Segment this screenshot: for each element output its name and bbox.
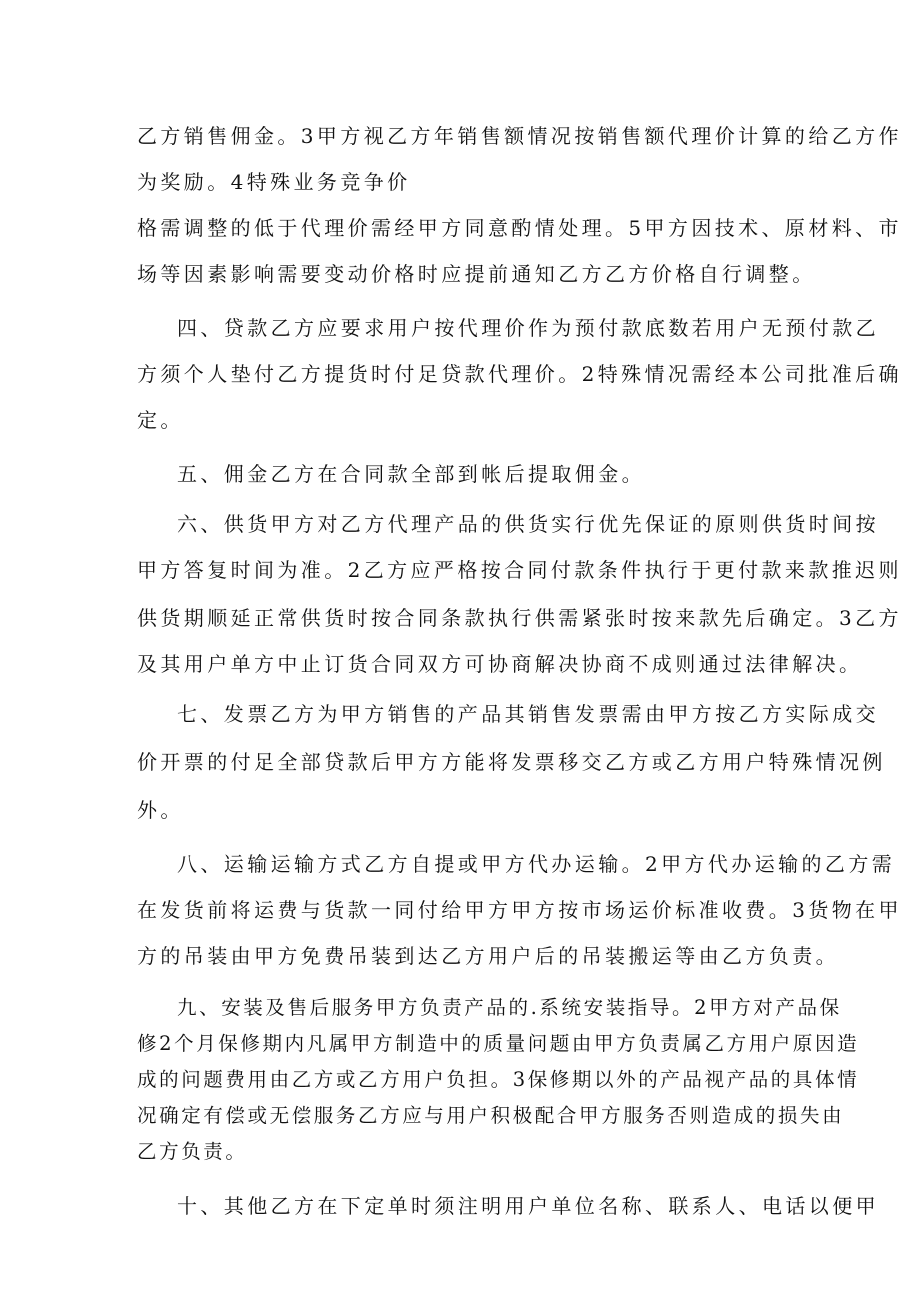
paragraph-heading-10: 十、其他乙方在下定单时须注明用户单位名称、联系人、电话以便甲 xyxy=(177,1194,879,1218)
text-line: 供货期顺延正常供货时按合同条款执行供需紧张时按来款先后确定。3乙方 xyxy=(137,606,902,630)
text-line: 在发货前将运费与货款一同付给甲方甲方按市场运价标准收费。3货物在甲 xyxy=(137,898,902,922)
text-line: 定。 xyxy=(137,408,184,432)
text-line: 价开票的付足全部贷款后甲方方能将发票移交乙方或乙方用户特殊情况例 xyxy=(137,750,886,774)
text-line: 方须个人垫付乙方提货时付足贷款代理价。2特殊情况需经本公司批准后确 xyxy=(137,362,902,386)
text-line: 及其用户单方中止订货合同双方可协商解决协商不成则通过法律解决。 xyxy=(137,652,863,676)
text-line: 乙方销售佣金。3甲方视乙方年销售额情况按销售额代理价计算的给乙方作 xyxy=(137,124,902,148)
paragraph-heading-9: 九、安装及售后服务甲方负责产品的.系统安装指导。2甲方对产品保 xyxy=(177,996,842,1019)
text-line: 乙方负责。 xyxy=(137,1140,248,1163)
paragraph-heading-7: 七、发票乙方为甲方销售的产品其销售发票需由甲方按乙方实际成交 xyxy=(177,702,879,726)
text-line: 为奖励。4特殊业务竞争价 xyxy=(137,170,411,194)
text-line: 况确定有偿或无偿服务乙方应与用户积极配合甲方服务否则造成的损失由 xyxy=(137,1104,845,1127)
paragraph-heading-6: 六、供货甲方对乙方代理产品的供货实行优先保证的原则供货时间按 xyxy=(177,512,879,536)
text-line: 格需调整的低于代理价需经甲方同意酌情处理。5甲方因技术、原材料、市 xyxy=(137,216,902,240)
text-line: 外。 xyxy=(137,798,184,822)
text-line: 修2个月保修期内凡属甲方制造中的质量问题由甲方负责属乙方用户原因造 xyxy=(137,1032,860,1055)
paragraph-heading-4: 四、贷款乙方应要求用户按代理价作为预付款底数若用户无预付款乙 xyxy=(177,316,879,340)
paragraph-heading-5: 五、佣金乙方在合同款全部到帐后提取佣金。 xyxy=(177,462,645,486)
text-line: 甲方答复时间为准。2乙方应严格按合同付款条件执行于更付款来款推迟则 xyxy=(137,558,902,582)
text-line: 成的问题费用由乙方或乙方用户负担。3保修期以外的产品视产品的具体情 xyxy=(137,1068,860,1091)
text-line: 场等因素影响需要变动价格时应提前通知乙方乙方价格自行调整。 xyxy=(137,262,816,286)
paragraph-heading-8: 八、运输运输方式乙方自提或甲方代办运输。2甲方代办运输的乙方需 xyxy=(177,852,896,876)
text-line: 方的吊装由甲方免费吊装到达乙方用户后的吊装搬运等由乙方负责。 xyxy=(137,944,839,968)
